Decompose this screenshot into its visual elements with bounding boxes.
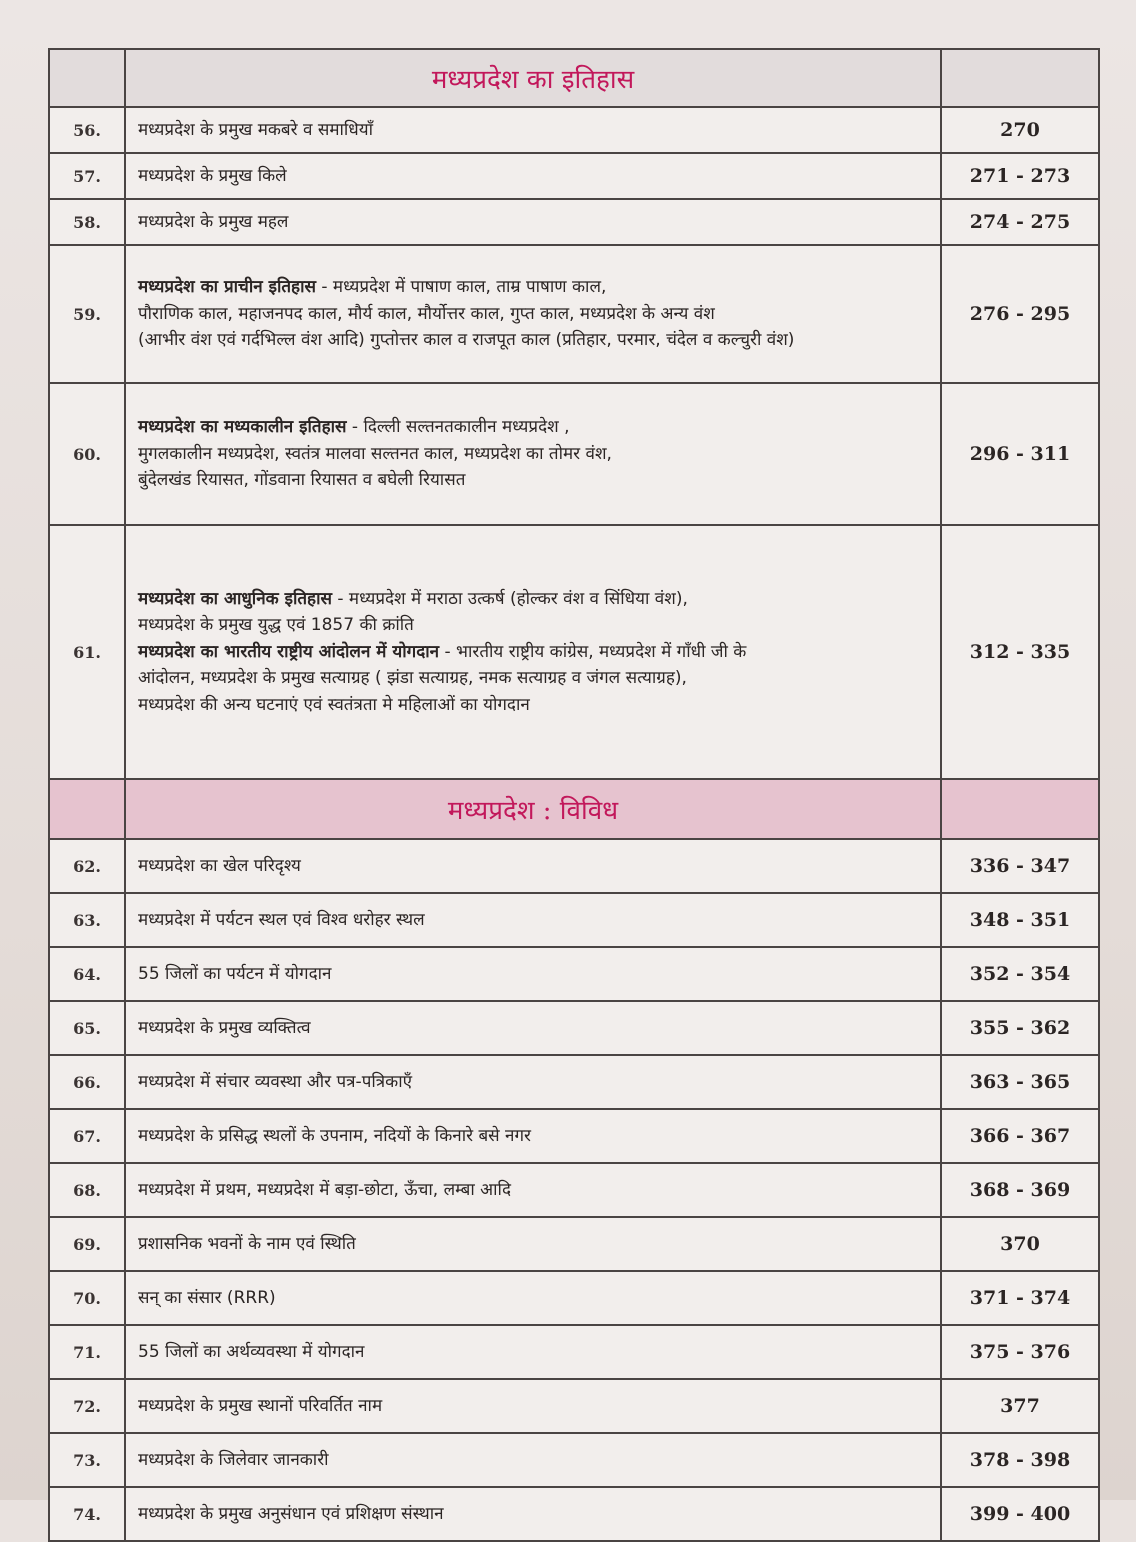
page-range: 377 (941, 1379, 1099, 1433)
chapter-title: मध्यप्रदेश के प्रमुख स्थानों परिवर्तित नाम (125, 1379, 941, 1433)
contents-table (48, 48, 1100, 1542)
chapter-heading: मध्यप्रदेश का भारतीय राष्ट्रीय आंदोलन में योगदान (138, 641, 440, 662)
table-row (49, 107, 1099, 153)
table-row (49, 1001, 1099, 1055)
chapter-title: सन् का संसार (RRR) (125, 1271, 941, 1325)
chapter-title: 55 जिलों का अर्थव्यवस्था में योगदान (125, 1325, 941, 1379)
page-range: 312 - 335 (941, 525, 1099, 779)
description-line: (आभीर वंश एवं गर्दभिल्ल वंश आदि) गुप्तोत्तर काल व राजपूत काल (प्रतिहार, परमार, चंदेल व कल्चुरी वंश) (138, 330, 795, 351)
chapter-number: 63. (49, 893, 125, 947)
description-line: आंदोलन, मध्यप्रदेश के प्रमुख सत्याग्रह ( झंडा सत्याग्रह, नमक सत्याग्रह व जंगल सत्याग्रह), (138, 668, 687, 689)
chapter-number: 62. (49, 839, 125, 893)
chapter-title: मध्यप्रदेश में पर्यटन स्थल एवं विश्व धरोहर स्थल (125, 893, 941, 947)
table-row (49, 1163, 1099, 1217)
chapter-title: मध्यप्रदेश के जिलेवार जानकारी (125, 1433, 941, 1487)
page-range: 399 - 400 (941, 1487, 1099, 1541)
chapter-number: 67. (49, 1109, 125, 1163)
chapter-title: मध्यप्रदेश के प्रमुख व्यक्तित्व (125, 1001, 941, 1055)
section-title: मध्यप्रदेश : विविध (125, 779, 941, 839)
table-row (49, 1217, 1099, 1271)
chapter-title: मध्यप्रदेश का खेल परिदृश्य (125, 839, 941, 893)
chapter-title: मध्यप्रदेश के प्रमुख किले (125, 153, 941, 199)
chapter-title: मध्यप्रदेश के प्रमुख मकबरे व समाधियाँ (125, 107, 941, 153)
table-row (49, 525, 1099, 779)
description-text: - मध्यप्रदेश में पाषाण काल, ताम्र पाषाण काल, (315, 277, 607, 298)
description-text: - मध्यप्रदेश में मराठा उत्कर्ष (होल्कर वंश व सिंधिया वंश), (331, 589, 688, 610)
page-range: 375 - 376 (941, 1325, 1099, 1379)
table-row (49, 153, 1099, 199)
description-line: मध्यप्रदेश के प्रमुख युद्ध एवं 1857 की क्रांति (138, 615, 414, 636)
page-range: 371 - 374 (941, 1271, 1099, 1325)
page-range: 348 - 351 (941, 893, 1099, 947)
chapter-heading: मध्यप्रदेश का आधुनिक इतिहास (138, 589, 332, 610)
table-row (49, 1055, 1099, 1109)
page-range: 270 (941, 107, 1099, 153)
page-range: 355 - 362 (941, 1001, 1099, 1055)
table-row (49, 1325, 1099, 1379)
chapter-title: मध्यप्रदेश में संचार व्यवस्था और पत्र-पत्रिकाएँ (125, 1055, 941, 1109)
table-row (49, 1379, 1099, 1433)
table-row (49, 839, 1099, 893)
table-row (49, 1109, 1099, 1163)
chapter-number: 59. (49, 245, 125, 383)
section-title: मध्यप्रदेश का इतिहास (125, 49, 941, 107)
chapter-heading: मध्यप्रदेश का प्राचीन इतिहास (138, 277, 316, 298)
chapter-title: प्रशासनिक भवनों के नाम एवं स्थिति (125, 1217, 941, 1271)
table-row (49, 947, 1099, 1001)
chapter-number: 64. (49, 947, 125, 1001)
page-range: 274 - 275 (941, 199, 1099, 245)
section-header-history (49, 49, 1099, 107)
table-row (49, 199, 1099, 245)
description-line (138, 589, 930, 609)
chapter-number: 61. (49, 525, 125, 779)
page-range: 366 - 367 (941, 1109, 1099, 1163)
page-range: 352 - 354 (941, 947, 1099, 1001)
chapter-description (125, 245, 941, 383)
chapter-title: मध्यप्रदेश में प्रथम, मध्यप्रदेश में बड़ा-छोटा, ऊँचा, लम्बा आदि (125, 1163, 941, 1217)
description-line (138, 642, 930, 662)
chapter-number: 69. (49, 1217, 125, 1271)
chapter-number: 66. (49, 1055, 125, 1109)
chapter-title: 55 जिलों का पर्यटन में योगदान (125, 947, 941, 1001)
chapter-number: 70. (49, 1271, 125, 1325)
page-range: 296 - 311 (941, 383, 1099, 525)
chapter-heading: मध्यप्रदेश का मध्यकालीन इतिहास (138, 417, 347, 438)
chapter-description (125, 525, 941, 779)
chapter-title: मध्यप्रदेश के प्रमुख महल (125, 199, 941, 245)
chapter-number: 58. (49, 199, 125, 245)
page-range: 370 (941, 1217, 1099, 1271)
description-line (138, 277, 930, 297)
description-line: पौराणिक काल, महाजनपद काल, मौर्य काल, मौर्योत्तर काल, गुप्त काल, मध्यप्रदेश के अन्य वंश (138, 303, 715, 324)
chapter-number: 74. (49, 1487, 125, 1541)
table-row (49, 1433, 1099, 1487)
section-header-misc (49, 779, 1099, 839)
description-line: मुगलकालीन मध्यप्रदेश, स्वतंत्र मालवा सल्तनत काल, मध्यप्रदेश का तोमर वंश, (138, 443, 612, 464)
chapter-number: 72. (49, 1379, 125, 1433)
chapter-description (125, 383, 941, 525)
table-row (49, 1271, 1099, 1325)
page-range: 368 - 369 (941, 1163, 1099, 1217)
table-row (49, 893, 1099, 947)
page-range: 363 - 365 (941, 1055, 1099, 1109)
table-row (49, 245, 1099, 383)
description-text: - भारतीय राष्ट्रीय कांग्रेस, मध्यप्रदेश में गाँधी जी के (439, 641, 747, 662)
table-row (49, 383, 1099, 525)
chapter-title: मध्यप्रदेश के प्रसिद्ध स्थलों के उपनाम, नदियों के किनारे बसे नगर (125, 1109, 941, 1163)
chapter-number: 60. (49, 383, 125, 525)
description-line: मध्यप्रदेश की अन्य घटनाएं एवं स्वतंत्रता मे महिलाओं का योगदान (138, 694, 530, 715)
page-range: 276 - 295 (941, 245, 1099, 383)
chapter-number: 68. (49, 1163, 125, 1217)
chapter-number: 57. (49, 153, 125, 199)
chapter-number: 65. (49, 1001, 125, 1055)
chapter-number: 71. (49, 1325, 125, 1379)
description-line (138, 417, 930, 437)
page-range: 336 - 347 (941, 839, 1099, 893)
chapter-number: 73. (49, 1433, 125, 1487)
description-line: बुंदेलखंड रियासत, गोंडवाना रियासत व बघेली रियासत (138, 470, 466, 491)
table-row (49, 1487, 1099, 1541)
page-range: 378 - 398 (941, 1433, 1099, 1487)
description-text: - दिल्ली सल्तनतकालीन मध्यप्रदेश , (346, 417, 570, 438)
chapter-title: मध्यप्रदेश के प्रमुख अनुसंधान एवं प्रशिक्षण संस्थान (125, 1487, 941, 1541)
page-range: 271 - 273 (941, 153, 1099, 199)
chapter-number: 56. (49, 107, 125, 153)
